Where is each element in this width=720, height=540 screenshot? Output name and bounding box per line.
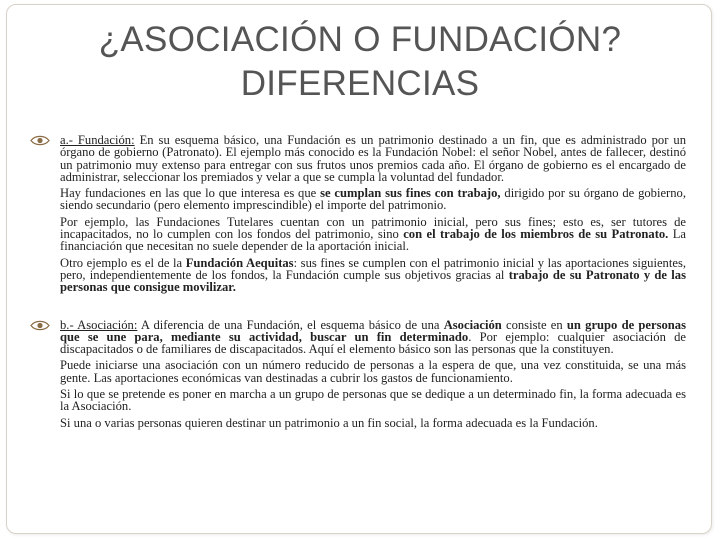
- asociacion-paragraph-3: Si lo que se pretende es poner en marcha a un grupo de personas que se dedique a un determinado fin, la forma adecuada es la Asociación.: [60, 387, 686, 414]
- title-line-2: DIFERENCIAS: [240, 64, 480, 103]
- asociacion-paragraph-1: b.- Asociación: A diferencia de una Fundación, el esquema básico de una Asociación consiste en un grupo de personas que se une para, mediante su actividad, buscar un fin determinado. Por ejemplo: cualquier asociación de discapacitados o de familiares de discapacitados. Aquí el elemento básico son las personas que la constituyen.: [60, 317, 686, 357]
- fundacion-section: [30, 134, 686, 294]
- fundacion-paragraph-2: Hay fundaciones en las que lo que interesa es que se cumplan sus fines con trabajo, dirigido por su órgano de gobierno, siendo secundario (pero elemento imprescindible) el importe del patrimonio.: [60, 186, 686, 213]
- asociacion-label: b.- Asociación:: [60, 317, 138, 332]
- fundacion-paragraph-3: Por ejemplo, las Fundaciones Tutelares cuentan con un patrimonio inicial, pero sus fines; esto es, ser tutores de incapacitados, no lo cumplen con los fondos del patrimonio, sino con el trabajo de los miembros de su Patronato. La financiación que necesitan no suele depender de la aportación inicial.: [60, 214, 687, 254]
- asociacion-paragraph-2: Puede iniciarse una asociación con un número reducido de personas a la espera de que, una vez constituida, se una más gente. Las aportaciones económicas van destinadas a cubrir los gastos de funcionamiento.: [60, 358, 686, 385]
- slide-title: [40, 18, 680, 106]
- eye-bullet-icon: [30, 319, 50, 332]
- eye-bullet-icon: [30, 134, 50, 147]
- slide-content: [30, 134, 686, 433]
- asociacion-section: [30, 319, 686, 429]
- title-line-1: ¿ASOCIACIÓN O FUNDACIÓN?: [98, 20, 622, 59]
- fundacion-paragraph-1: a.- Fundación: En su esquema básico, una Fundación es un patrimonio destinado a un fin, que es administrado por un órgano de gobierno (Patronato). El ejemplo más conocido es la Fundación Nobel: el señor Nobel, antes de fallecer, destinó un patrimonio muy extenso para entregar con sus frutos unos premios cada año. El órgano de gobierno es el encargado de administrar, seleccionar los premiados y velar a que se cumpla la voluntad del fundador.: [60, 133, 686, 184]
- asociacion-paragraph-4: Si una o varias personas quieren destinar un patrimonio a un fin social, la forma adecuada es la Fundación.: [60, 415, 598, 430]
- fundacion-paragraph-4: Otro ejemplo es el de la Fundación Aequitas: sus fines se cumplen con el patrimonio inicial y las aportaciones siguientes, pero, independientemente de los fondos, la Fundación cumple sus objetivos gracias al trabajo de su Patronato y de las personas que consigue movilizar.: [60, 255, 686, 295]
- fundacion-label: a.- Fundación:: [60, 133, 135, 147]
